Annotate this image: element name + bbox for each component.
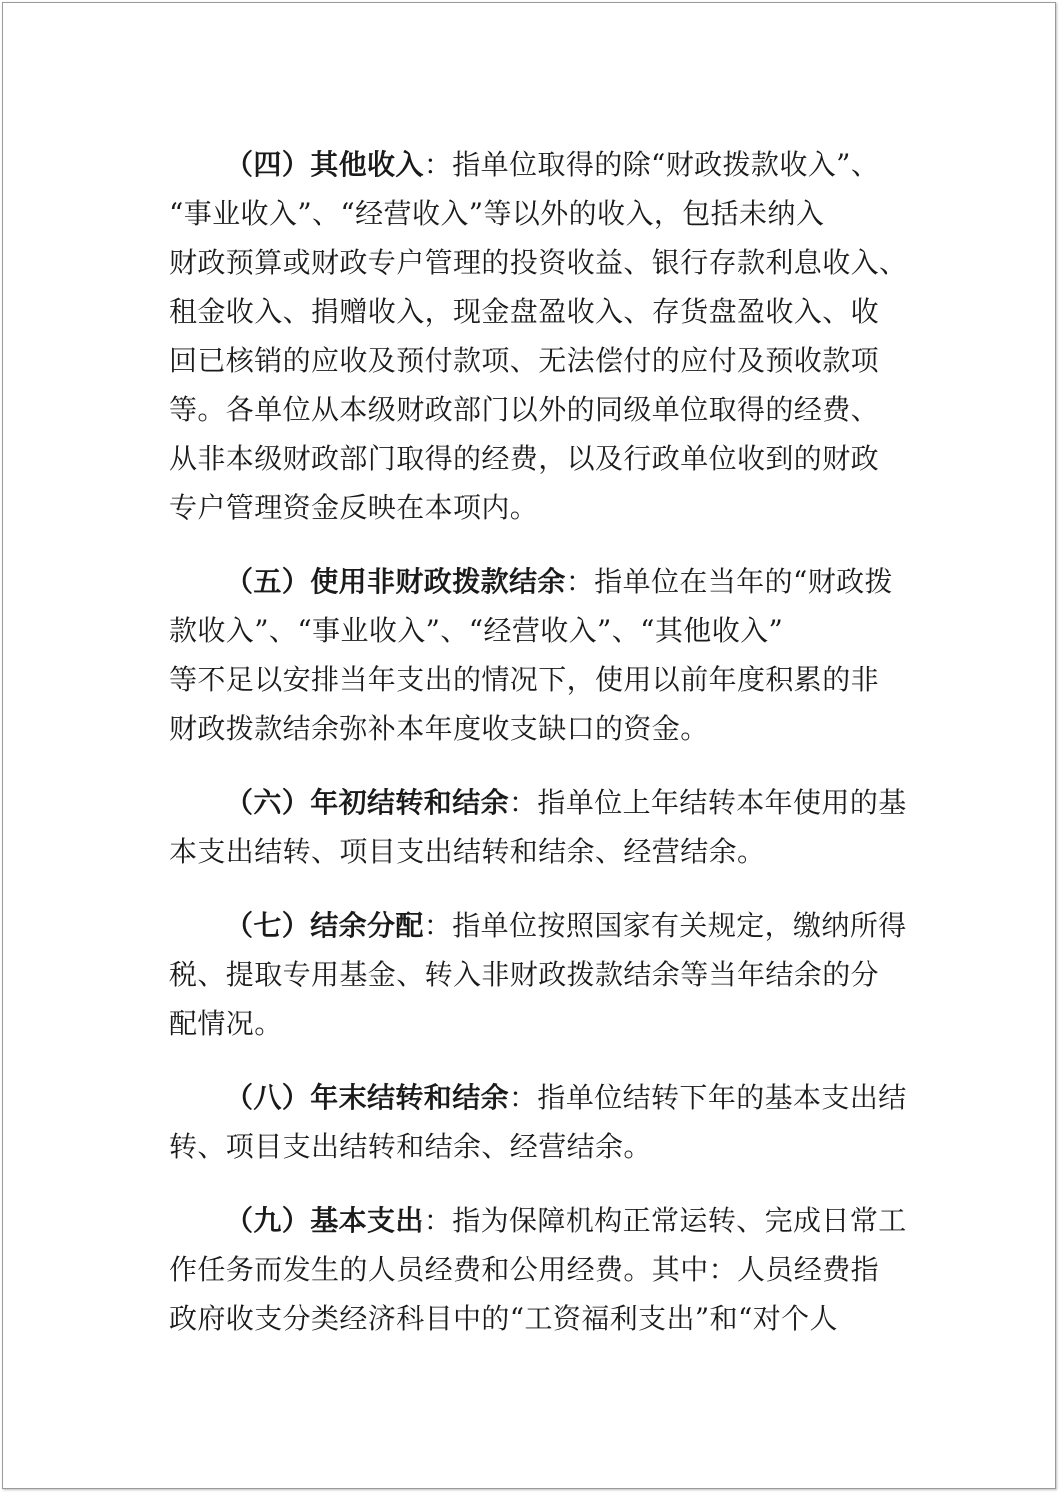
section-heading: （四）其他收入 [225, 148, 424, 181]
paragraph-line: 本支出结转、项目支出结转和结余、经营结余。 [169, 835, 766, 868]
paragraph-line: 财政预算或财政专户管理的投资收益、银行存款利息收入、 [169, 246, 908, 279]
paragraph-line: “事业收入”、“经营收入”等以外的收入，包括未纳入 [169, 197, 825, 230]
paragraph-line: 税、提取专用基金、转入非财政拨款结余等当年结余的分 [169, 958, 880, 991]
paragraph-line: 等不足以安排当年支出的情况下，使用以前年度积累的非 [169, 663, 880, 696]
section-heading: （八）年末结转和结余 [225, 1081, 510, 1114]
paragraph-line [225, 785, 907, 821]
text: ：指单位上年结转本年使用的基 [509, 786, 907, 819]
paragraph-line: 款收入”、“事业收入”、“经营收入”、“其他收入” [169, 614, 784, 647]
paragraph-line: 政府收支分类经济科目中的“工资福利支出”和“对个人 [169, 1302, 838, 1335]
text: ：指为保障机构正常运转、完成日常工 [423, 1204, 907, 1237]
paragraph-line: 作任务而发生的人员经费和公用经费。其中：人员经费指 [169, 1253, 880, 1286]
paragraph-line [225, 564, 893, 600]
section-heading: （五）使用非财政拨款结余 [225, 565, 566, 598]
paragraph-line: 从非本级财政部门取得的经费，以及行政单位收到的财政 [169, 442, 880, 475]
text: ：指单位按照国家有关规定，缴纳所得 [423, 909, 907, 942]
paragraph-line: 财政拨款结余弥补本年度收支缺口的资金。 [169, 712, 709, 745]
paragraph-line [225, 1080, 907, 1116]
text: ：指单位结转下年的基本支出结 [509, 1081, 907, 1114]
section-heading: （九）基本支出 [225, 1204, 424, 1237]
paragraph-line: 转、项目支出结转和结余、经营结余。 [169, 1130, 652, 1163]
paragraph-line: 配情况。 [169, 1007, 283, 1040]
document-page [2, 2, 1056, 1489]
paragraph-line: 专户管理资金反映在本项内。 [169, 491, 539, 524]
section-heading: （六）年初结转和结余 [225, 786, 510, 819]
paragraph-line [225, 908, 907, 944]
paragraph-line [225, 147, 879, 183]
paragraph-line: 回已核销的应收及预付款项、无法偿付的应付及预收款项 [169, 344, 880, 377]
paragraph-line: 租金收入、捐赠收入，现金盘盈收入、存货盘盈收入、收 [169, 295, 880, 328]
paragraph-line [225, 1203, 907, 1239]
paragraph-line: 等。各单位从本级财政部门以外的同级单位取得的经费、 [169, 393, 880, 426]
text: ：指单位取得的除“财政拨款收入”、 [423, 148, 880, 181]
section-heading: （七）结余分配 [225, 909, 424, 942]
text: ：指单位在当年的“财政拨 [565, 565, 893, 598]
